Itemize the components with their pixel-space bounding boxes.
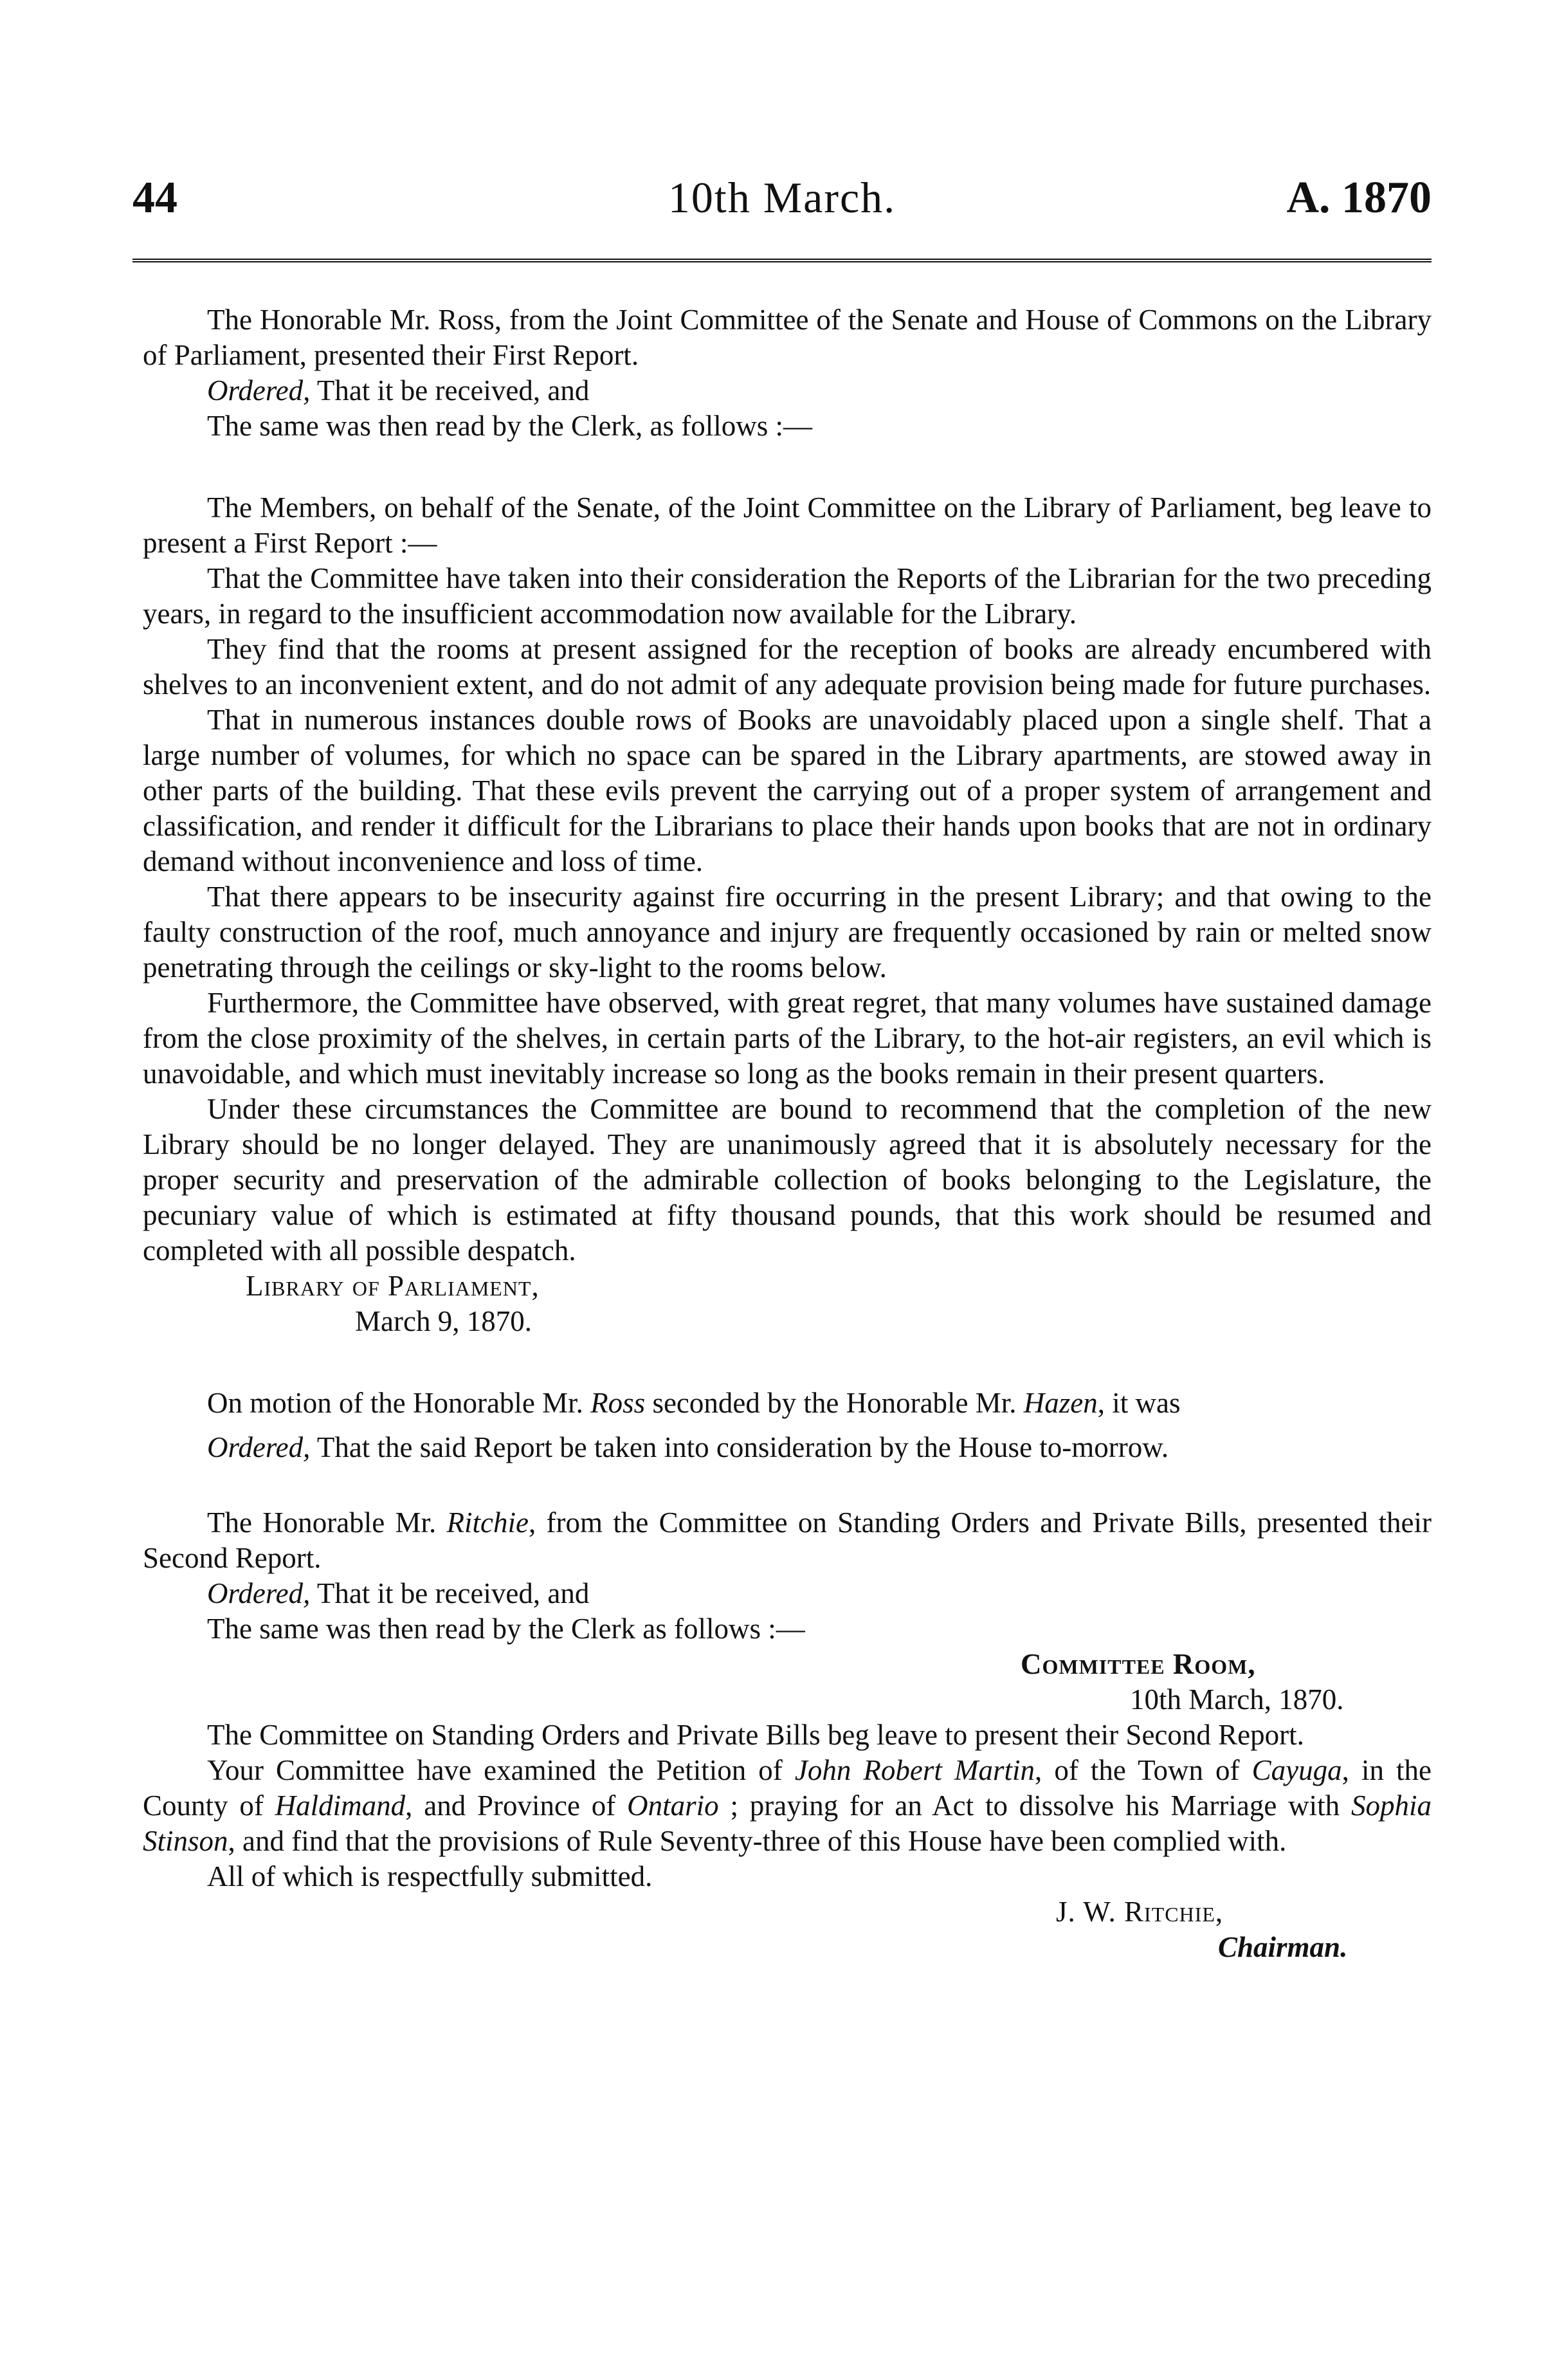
petition-town: Cayuga [1251, 1754, 1342, 1786]
library-signature: Library of Parliament, [246, 1270, 540, 1302]
ordered-label: Ordered, [207, 374, 311, 407]
chairman-title: Chairman. [1218, 1931, 1348, 1963]
page-date-heading: 10th March. [668, 173, 896, 222]
respectfully-submitted: All of which is respectfully submitted. [207, 1860, 653, 1892]
ritchie-name: Ritchie [446, 1506, 529, 1539]
ritchie-text-b: , from the Committee on Standing Orders and Private Bills, presented their Second Report. [143, 1506, 1432, 1574]
ritchie-presents-paragraph [143, 1505, 1432, 1576]
page-year: A. 1870 [1286, 173, 1432, 223]
library-date: March 9, 1870. [355, 1305, 532, 1337]
second-ordered-text: That it be received, and [310, 1577, 590, 1609]
motion-paragraph [143, 1386, 1432, 1421]
ritchie-text-a: The Honorable Mr. [207, 1506, 447, 1539]
ross-presents-paragraph: The Honorable Mr. Ross, from the Joint Committee of the Senate and House of Commons on the Library of Parliament, presented their First Report. [143, 304, 1432, 371]
report-paragraph-4: That in numerous instances double rows of Books are unavoidably placed upon a single shelf. That a large number of volumes, for which no space can be spared in the Library apartments, are stowed away in other parts of the building. That these evils prevent the carrying out of a proper system of arrangement and classification, and render it difficult for the Librarians to place their hands upon books that are not in ordinary demand without inconvenience and loss of time. [143, 704, 1432, 877]
motion-name-ross: Ross [590, 1387, 646, 1419]
ordered-text: That it be received, and [310, 374, 590, 407]
motion-name-hazen: Hazen [1023, 1387, 1098, 1419]
committee-report-intro: The Committee on Standing Orders and Private Bills beg leave to present their Second Report. [207, 1719, 1304, 1751]
motion-text-a: On motion of the Honorable Mr. [207, 1387, 591, 1419]
petition-text-f: , and find that the provisions of Rule Seventy-three of this House have been complied with. [228, 1825, 1287, 1857]
chairman-name: J. W. Ritchie, [1056, 1896, 1224, 1928]
page-body [143, 302, 1432, 1965]
report-paragraph-3: They find that the rooms at present assigned for the reception of books are already encumbered with shelves to an inconvenient extent, and do not admit of any adequate provision being made for future purchases. [143, 633, 1432, 700]
petition-text-d: , and Province of [405, 1790, 628, 1822]
motion-ordered-paragraph [143, 1430, 1432, 1465]
report-paragraph-7: Under these circumstances the Committee are bound to recommend that the completion of the new Library should be no longer delayed. They are unanimously agreed that it is absolutely necessary for the proper security and preservation of the admirable collection of books belonging to the Legislature, the pecuniary value of which is estimated at fifty thousand pounds, that this work should be resumed and completed with all possible despatch. [143, 1093, 1432, 1267]
motion-ordered-text: That the said Report be taken into consideration by the House to-morrow. [310, 1431, 1169, 1463]
ordered-received-paragraph [143, 373, 1432, 408]
second-read-paragraph: The same was then read by the Clerk as follows :— [207, 1613, 805, 1645]
petition-text-b: , of the Town of [1034, 1754, 1252, 1786]
report-paragraph-5: That there appears to be insecurity against fire occurring in the present Library; and that owing to the faulty construction of the roof, much annoyance and injury are frequently occasioned by rain or melted snow penetrating through the ceilings or sky-light to the rooms below. [143, 881, 1432, 984]
report-paragraph-6: Furthermore, the Committee have observed, with great regret, that many volumes have sustained damage from the close proximity of the shelves, in certain parts of the Library, to the hot-air registers, an evil which is unavoidable, and which must inevitably increase so long as the books remain in their present quarters. [143, 987, 1432, 1090]
petition-text-a: Your Committee have examined the Petition of [207, 1754, 795, 1786]
committee-room-heading: Committee Room, [1021, 1648, 1256, 1680]
page-header [132, 172, 1432, 243]
petition-province: Ontario [627, 1790, 719, 1822]
second-ordered-paragraph [143, 1576, 1432, 1611]
committee-room-date: 10th March, 1870. [1130, 1683, 1344, 1716]
report-intro-paragraph: The Members, on behalf of the Senate, of the Joint Committee on the Library of Parliament, beg leave to present a First Report :— [143, 491, 1432, 559]
motion-text-b: seconded by the Honorable Mr. [645, 1387, 1024, 1419]
read-by-clerk-paragraph: The same was then read by the Clerk, as follows :— [207, 410, 813, 442]
header-rule [132, 259, 1432, 262]
petitioner-name: John Robert Martin [794, 1754, 1035, 1786]
motion-ordered-label: Ordered, [207, 1431, 311, 1463]
petition-county: Haldimand [275, 1790, 406, 1822]
motion-text-c: , it was [1097, 1387, 1181, 1419]
petition-paragraph [143, 1753, 1432, 1859]
page-number: 44 [132, 173, 177, 223]
report-paragraph-2: That the Committee have taken into their consideration the Reports of the Librarian for the two preceding years, in regard to the insufficient accommodation now available for the Library. [143, 562, 1432, 630]
petition-text-c: , in the County of [143, 1754, 1432, 1822]
petition-text-e: ; praying for an Act to dissolve his Marriage with [718, 1790, 1351, 1822]
second-ordered-label: Ordered, [207, 1577, 311, 1609]
petition-wife-name: Sophia Stinson [143, 1790, 1432, 1857]
